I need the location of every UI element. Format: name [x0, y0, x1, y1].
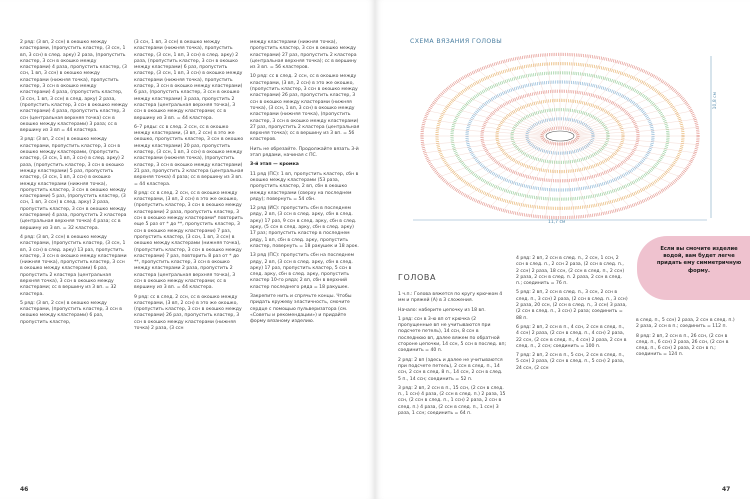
chart-spoke — [575, 103, 688, 134]
chart-spoke — [575, 111, 693, 134]
chart-spoke — [575, 139, 688, 170]
diagram-title: СХЕМА ВЯЗАНИЯ ГОЛОВЫ — [410, 38, 503, 45]
paragraph: 6 ряд: 2 вп, 2 ссн в п., 4 ссн, 2 ссн в след. п., 4 ссн) 2 раза, (2 ссн в след. п., 4 ссн) 2 раза, 22 ссн, (2 ссн в след. п., 4 ссн) 2 раза, 2 ссн в след. п., 2 ссн; соединить = 100 п. — [516, 324, 627, 349]
chart-spoke — [421, 137, 544, 145]
chart-spoke — [517, 143, 555, 214]
chart-spoke — [573, 140, 673, 184]
chart-spoke — [503, 142, 553, 211]
chart-spoke — [563, 56, 589, 129]
chart-spoke — [565, 58, 603, 129]
chart-spoke — [562, 143, 575, 218]
left-column-1 — [20, 40, 128, 329]
paragraph: Нить не обрезайте. Продолжайте вязать 3-й этап рядами, начиная с ПС. — [250, 146, 359, 159]
right-column-3 — [636, 318, 736, 362]
chart-spoke — [567, 142, 617, 211]
chart-spoke — [439, 140, 546, 178]
paragraph: 8 ряд: 2 вп, 2 ссн в п., 26 ссн, (2 ссн в след. п., 6 ссн) 2 раза, 26 ссн, (2 ссн в след. п., 6 ссн) 2 раза, 2 ссн в п.; соединить = 124 п. — [636, 333, 729, 358]
section-subheading: 3-й этап — кромка — [250, 162, 299, 168]
page-number: 46 — [20, 486, 29, 493]
paragraph: 10 ряд: сс в след. 2 ссн, сс в окошко между кластерами, (3 вп, 2 ссн) в это же окошко, (пропустить кластер, 3 ссн в окошко между кластерами) 26 раз, пропустить кластер, 3 ссн в окошко между кластерами (нижняя точка), (3 ссн, 1 вп, 3 ссн) в окошко между кластерами (нижняя точка), (пропустить кластер, 3 ссн в окошко между кластерами) 27 раз, пропустить 2 кластера (центральная верхняя точка); сс в вершину из 3 вп. = 56 кластеров. — [250, 74, 360, 143]
chart-spoke — [490, 65, 552, 130]
right-column-2 — [516, 256, 628, 375]
paragraph: (3 ссн, 1 вп, 3 ссн) в окошко между кластерами (нижняя точка), пропустить кластер, (3 ссн, 1 вп, 3 ссн) в след. арку) 2 раза, (пропустить кластер, 3 ссн в окошко между кластерами) 6 раз, пропустить кластер, (3 ссн, 1 вп, 3 ссн) в окошко между кластерами (нижняя точка), пропустить кластер, 3 ссн в окошко между кластерами) 6 раз, (пропустить кластер, 3 ссн в окошко между кластерами) 3 раза, пропустить 2 кластера (центральная верхняя точка), 3 ссн в окошко между кластерами; сс в вершину из 3 вп. = 44 кластера. — [134, 40, 243, 121]
chart-spoke — [427, 138, 545, 161]
chart-spoke — [490, 142, 552, 207]
chart-spoke — [572, 81, 664, 131]
paragraph: 11 ряд (ПС): 1 вп, пропустить кластер, сбн в окошко между кластерами (53 раза, пропустить кластер, 2 вп, сбн в окошко между кластерами (сверху на последнем ряду); повернуть = 54 сбн. — [250, 171, 359, 202]
chart-spoke — [503, 61, 553, 130]
chart-spoke — [576, 119, 697, 135]
right-column-1 — [398, 292, 506, 420]
paragraph: 7 ряд: 2 вп, 2 ссн в п., 5 ссн, 2 ссн в след. п., 5 ссн) 2 раза, (2 ссн в след. п., 5 ссн) 2 раза, 24 ссн, (2 ссн — [516, 353, 625, 371]
chart-spoke — [575, 138, 693, 161]
left-column-3 — [250, 40, 360, 328]
paragraph: 13 ряд (ПС): пропустить сбн на последнем ряду, 2 вп, (3 ссн в след. арку, сбн в след. арку) 17 раз, пропустить кластер, 5 ссн в след. арку, сбн в след. арку, пропустить кластер 10-го ряда; 2 вп, сбн в верхний кластер последнего ряда = 18 ракушек. — [250, 253, 355, 290]
section-heading: ГОЛОВА — [398, 273, 437, 282]
width-label: 11,7 см — [548, 220, 566, 225]
paragraph: Начало: наберите цепочку из 18 вп. — [398, 307, 486, 313]
paragraph: 5 ряд: 2 вп, 2 ссн в след. п., 3 ссн, 2 ссн в след. п., 3 ссн) 2 раза, (2 ссн в след. п., 3 ссн) 2 раза, 20 ссн, (2 ссн в след. п., 3 ссн) 3 раза, (2 ссн в след. п., 3 ссн) 2 раза; соединить = 88 п. — [516, 290, 628, 321]
chart-spoke — [567, 61, 617, 130]
paragraph: 9 ряд: сс в след. 2 ссн, сс в окошко между кластерами, (3 вп, 2 ссн) в это же окошко, (пропустить кластер, 3 ссн в окошко между кластерами) 26 раз, пропустить кластер, 3 ссн в окошко между кластерами (нижняя точка) 2 раза, (3 ссн — [134, 294, 242, 332]
paragraph: 8 ряд: сс в след. 2 ссн, сс в окошко между кластерами, (3 вп, 2 ссн) в это же окошко, (пропустить кластер, 3 ссн в окошко между кластерами) 2 раза, пропустить кластер, 3 ссн в окошко между кластерами* повторить еще 5 раз от * до **, пропустить кластер, 3 ссн в окошко между кластерами) 7 раз, пропустить кластер, (3 ссн, 1 вп, 3 ссн) в окошко между кластерами (нижняя точка), (пропустить кластер, 3 ссн в окошко между кластерами) 7 раз, повторить 8 раз от * до **, пропустить кластер, 3 ссн в окошко между кластерами 2 раза, пропустить 2 кластера (центральная верхняя точка), 3 ссн в окошко между кластерами; сс в вершину из 3 вп. = 44 кластера. — [134, 190, 243, 291]
paragraph: 1 ряд: ссн в 3-ю вп от крючка (2 пропущенные вп не учитываются при подсчете петель), 14 ссн, 8 ссн в последнюю вп, далее вяжем по обратной стороне цепочки, 14 ссн, 5 ссн в послед. вп; соединить = 40 п. — [398, 316, 506, 354]
paragraph: 3 ряд: (3 вп, 2 ссн) в окошко между кластерами, пропустить кластер, 3 ссн в окошко между кластерами, (пропустить кластер, (3 ссн, 1 вп, 3 ссн) в след. арку) 2 раза, (пропустить кластер, 3 ссн в окошко между кластерами) 5 раз, пропустить кластер, (3 ссн, 1 вп, 3 ссн) в окошко между кластерами (нижняя точка), пропустить кластер, 3 ссн в окошко между кластерами) 5 раз, (пропустить кластер, (3 ссн, 1 вп, 3 ссн) в след. арку) 2 раза, пропустить кластер, 3 ссн в окошко между кластерами) 4 раза, пропустить 2 кластера (центральная верхняя точка) 4 раза; сс в вершину из 3 вп. = 32 кластера. — [20, 137, 127, 231]
chart-spoke — [447, 88, 547, 132]
chart-spoke — [423, 137, 544, 153]
chart-spoke — [574, 140, 681, 178]
tip-text: Если вы смочите изделие водой, вам будет легче придать ему симметричную форму. — [656, 246, 742, 274]
height-label: 10,8 см — [713, 92, 718, 110]
chart-center-chain — [546, 131, 574, 141]
paragraph: Закрепите нить и спрячьте концы. Чтобы придать кружеву эластичность, смочите сердце с помощью пульверизатора (см. «Советы и рекомендации») и придайте форму вязаному изделию. — [250, 293, 352, 325]
chart-spoke — [568, 65, 630, 130]
paragraph: 3 ряд: 2 вп, 2 ссн в п., 15 ссн, (2 ссн в след. п., 1 ссн) 4 раза, (2 ссн в след. п.) 2 раза, 15 ссн, (2 ссн в след. п., 1 ссн) 2 раза, 2 ссн в след. п.) 4 раза, (2 ссн в след. п., 1 ссн) 3 раза, 1 ссн; соединить = 64 п. — [398, 385, 506, 417]
paragraph: 2 ряд: 2 вп (здесь и далее не учитываются при подсчете петель), 2 ссн в след. п., 14 ссн, 2 ссн в след. 8 п., 14 ссн, 2 ссн в след. 5 п., 14 ссн; соединить = 52 п. — [398, 357, 503, 382]
chart-spoke — [432, 139, 545, 170]
chart-spoke — [563, 143, 589, 216]
head-crochet-chart — [405, 48, 715, 226]
paragraph: 5 ряд: (3 вп, 2 ссн) в окошко между кластерами, (пропустить кластер, 3 ссн в окошко между кластерами) 6 раз, пропустить кластер, — [20, 300, 122, 325]
chart-spoke — [432, 103, 545, 134]
paragraph: 12 ряд (ИС): пропустить сбн в последнем ряду, 2 вп, (3 ссн в след. арку, сбн в след. арку) 17 раз, 9 ссн в след. арку, сбн в след. арку, (5 ссн в след. арку, сбн в след. арку) 17 раз; пропустить кластер в последнем ряду, 1 вп, сбн в след. арку, пропустить кластер, повернуть = 18 ракушек и 18 арок. — [250, 206, 359, 249]
paragraph: 4 ряд: (3 вп, 2 ссн) в окошко между кластерами, (пропустить кластер, (3 ссн, 1 вп, 3 ссн) в след. арку) 13 раз, пропустить кластер, 3 ссн в окошко между кластерами (нижняя точка), пропустить кластер, 3 ссн в окошко между кластерами) 6 раз, пропустить 2 кластера (центральная верхняя точка), 3 ссн в окошко между кластерами; сс в вершину из 3 вп. = 32 кластера. — [20, 234, 127, 297]
paragraph: 2 ряд: (3 вп, 2 ссн) в окошко между кластерами, (пропустить кластер, (3 ссн, 1 вп, 3 ссн) в след. арку) 2 раза, (пропустить кластер, 3 ссн в окошко между кластерами) 4 раза, пропустить кластер, (3 ссн, 1 вп, 3 ссн) в окошко между кластерами (нижняя точка), пропустить кластер, 3 ссн в окошко между кластерами) 4 раза, (пропустить кластер, (3 ссн, 1 вп, 3 ссн) в след. арку) 2 раза, (пропустить кластер, 3 ссн в окошко между кластерами) 4 раза, пропустить кластер, 3 ссн (центральная верхняя точка) ссн в окошко между кластерами) 3 раза; сс в вершину из 3 вп = 44 кластера. — [20, 40, 128, 134]
chart-spoke — [466, 75, 549, 131]
paragraph: между кластерами (нижняя точка), пропустить кластер, 3 ссн в окошко между кластерами) 27 раз, пропустить 2 кластера (центральная верхняя точка); сс в вершину из 3 вп. = 56 кластеров. — [250, 40, 357, 71]
chart-spoke — [517, 58, 555, 129]
chart-spoke — [562, 54, 575, 129]
chart-spoke — [439, 95, 546, 133]
chart-spoke — [427, 111, 545, 134]
chart-spoke — [565, 143, 603, 214]
paragraph: 1 ч.п.: Голова вяжется по кругу крючком 4 мм и пряжей (А) в 3 сложения. — [398, 292, 503, 304]
left-column-2 — [134, 40, 244, 335]
paragraph: в след. п., 5 ссн) 2 раза, 2 ссн в след. п.) 2 раза, 2 ссн в п.; соединить = 112 п. — [636, 318, 735, 330]
chart-spoke — [576, 127, 699, 135]
paragraph: 4 ряд: 2 вп, 2 ссн в след. п., 2 ссн, 1 ссн, 2 ссн в след. п., 2 ссн 2 раза, (2 ссн в след. п., 2 ссн) 2 раза, 18 ссн, (2 ссн в след. п., 2 ссн) 2 раза, 2 ссн в след. п. 2 раза, 2 ссн в след. п.; соединить = 76 п. — [516, 256, 625, 287]
chart-round — [542, 128, 578, 144]
chart-spoke — [531, 143, 557, 216]
chart-spoke — [545, 143, 558, 218]
paragraph: 6–7 ряды: сс в след. 2 ссн, сс в окошко между кластерами, (3 вп, 2 ссн) в это же окошко, пропустить кластер, 3 ссн в окошко между кластерами) 20 раз, пропустить кластер, (3 ссн, 1 вп, 3 ссн) в окошко между кластерами (нижняя точка), (пропустить кластер, 3 ссн в окошко между кластерами) 21 раз, пропустить 2 кластера (центральная верхняя точка) 4 раза; сс в вершину из 3 вп. = 44 кластера. — [134, 124, 244, 187]
page-number: 47 — [722, 486, 731, 493]
